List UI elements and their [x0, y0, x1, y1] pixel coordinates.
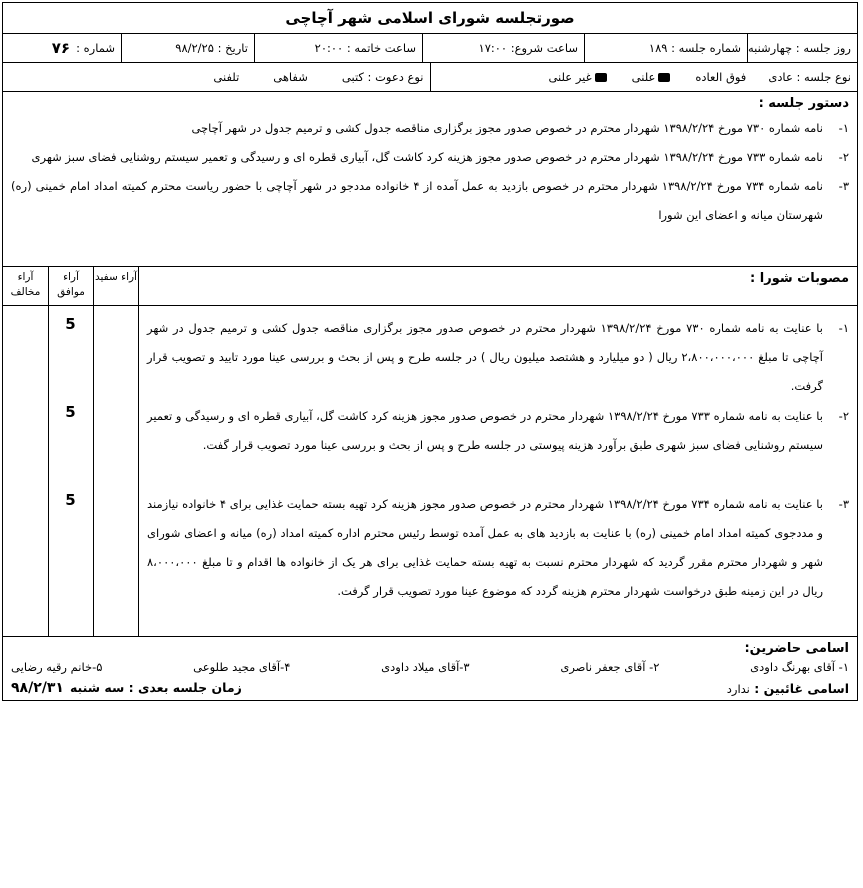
next-session: زمان جلسه بعدی : سه شنبه۹۸/۲/۳۱	[11, 680, 242, 696]
meeting-day: روز جلسه : چهارشنبه	[747, 34, 857, 62]
option-extraordinary: فوق العاده	[695, 70, 747, 84]
option-oral: شفاهی	[273, 70, 308, 84]
checkbox-icon	[595, 73, 607, 82]
document-number	[3, 34, 121, 62]
resolution-item: ۱- با عنایت به نامه شماره ۷۳۰ مورخ ۱۳۹۸/۲/۲۴ شهردار محترم در خصوص صدور مجوز برگزاری مناقصه جدول کشی و ترمیم جدول در شهر آچاچی تا مبلغ ۲،۸۰۰،۰۰۰،۰۰۰ ریال ( دو میلیارد و هشتصد میلیون ریال ) در جلسه طرح و پس از بحث و بررسی عینا مورد تایید و تصویب قرار گرفت.	[147, 321, 849, 393]
agenda-heading: دستور جلسه :	[758, 96, 849, 111]
resolutions-heading: مصوبات شورا :	[750, 271, 849, 286]
attendees-heading: اسامی حاضرین:	[744, 641, 849, 656]
meta-row	[3, 34, 857, 63]
attendee-name: ۱- آقای بهرنگ داودی	[750, 660, 849, 674]
session-number: شماره جلسه : ۱۸۹	[584, 34, 747, 62]
attendees-section	[3, 637, 857, 700]
option-nonpublic: غیر علنی	[548, 70, 609, 84]
attendee-name: ۲- آقای جعفر ناصری	[560, 660, 660, 674]
resolution-item: ۳- با عنایت به نامه شماره ۷۳۴ مورخ ۱۳۹۸/۲/۲۴ شهردار محترم در خصوص صدور مجوز هزینه کرد تهیه بسته حمایت غذایی برای ۴ خانواده نیازمند و مددجوی کمیته امداد امام خمینی (ره) با عنایت به بازدید های به عمل آمده توسط رئیس محترم اداره کمیته امداد (ره) میانه و اعضای شورای شهر و شهردار محترم مقرر گردید که شهردار محترم نسبت به تهیه بسته حمایت غذایی برای هر یک از خانواده ها اقدام و تا مبلغ ۸،۰۰۰،۰۰۰ ریال در این زمینه طبق درخواست شهردار محترم هزینه گردد که موضوع عینا مورد تصویب قرار گرفت.	[147, 497, 849, 598]
session-type-label: نوع جلسه : عادی	[768, 70, 851, 84]
resolution-item: ۲- با عنایت به نامه شماره ۷۳۳ مورخ ۱۳۹۸/۲/۲۴ شهردار محترم در خصوص صدور مجوز هزینه کرد کاشت گل، آبیاری قطره ای و رسیدگی و تعمیر سیستم روشنایی فضای سبز شهری طبق برآورد هزینه پیوستی در جلسه طرح و پس از بحث و بررسی عینا مورد تصویب قرار گفت.	[147, 409, 849, 452]
disagree-votes-header: آراء مخالف	[3, 267, 48, 306]
agree-votes-2: 5	[65, 403, 76, 421]
disagree-votes-column	[3, 267, 48, 636]
minutes-document	[2, 2, 858, 701]
meta-row-2	[3, 63, 857, 92]
session-type-group	[431, 63, 858, 91]
footer-row	[11, 680, 849, 696]
blank-votes-header: آراء سفید	[94, 267, 138, 306]
attendee-name: ۵-خانم رقیه رضایی	[11, 660, 103, 674]
invite-type-group	[3, 63, 431, 91]
agenda-item: ۱- نامه شماره ۷۳۰ مورخ ۱۳۹۸/۲/۲۴ شهردار محترم در خصوص صدور مجوز برگزاری مناقصه جدول کشی و ترمیم جدول در شهر آچاچی	[191, 121, 849, 135]
checkbox-icon	[658, 73, 670, 82]
end-time: ساعت خاتمه : ۲۰:۰۰	[254, 34, 422, 62]
agenda-section	[3, 92, 857, 267]
agree-votes-header: آراء موافق	[49, 267, 93, 306]
attendee-name: ۳-آقای میلاد داودی	[381, 660, 470, 674]
attendee-list	[11, 660, 849, 674]
option-public: علنی	[632, 70, 674, 84]
number-label: شماره :	[76, 41, 115, 55]
number-value: ۷۶	[51, 39, 71, 57]
attendee-name: ۴-آقای مجید طلوعی	[193, 660, 291, 674]
absentees: اسامی غائبین : ندارد	[726, 680, 849, 696]
blank-votes-column	[93, 267, 138, 636]
agenda-item: ۳- نامه شماره ۷۳۴ مورخ ۱۳۹۸/۲/۲۴ شهردار محترم در خصوص بازدید به عمل آمده از ۴ خانواده مددجو در شهر آچاچی با حضور ریاست محترم کمیته امداد امام خمینی (ره) شهرستان میانه و اعضای این شورا	[11, 179, 849, 222]
option-phone: تلفنی	[213, 70, 240, 84]
resolutions-table	[3, 267, 857, 637]
agenda-item: ۲- نامه شماره ۷۳۳ مورخ ۱۳۹۸/۲/۲۴ شهردار محترم در خصوص صدور مجوز هزینه کرد کاشت گل، آبیاری قطره ای و رسیدگی و تعمیر سیستم روشنایی فضای سبز شهری	[31, 150, 849, 164]
start-time: ساعت شروع: ۱۷:۰۰	[422, 34, 584, 62]
resolutions-text-column	[138, 267, 857, 636]
agree-votes-1: 5	[65, 315, 76, 333]
next-session-date: ۹۸/۲/۳۱	[11, 680, 64, 696]
invite-type-label: نوع دعوت : کتبی	[341, 70, 424, 84]
agree-votes-column	[48, 267, 93, 636]
document-title: صورتجلسه شورای اسلامی شهر آچاچی	[3, 3, 857, 34]
agree-votes-3: 5	[65, 491, 76, 509]
meeting-date: تاریخ : ۹۸/۲/۲۵	[121, 34, 254, 62]
